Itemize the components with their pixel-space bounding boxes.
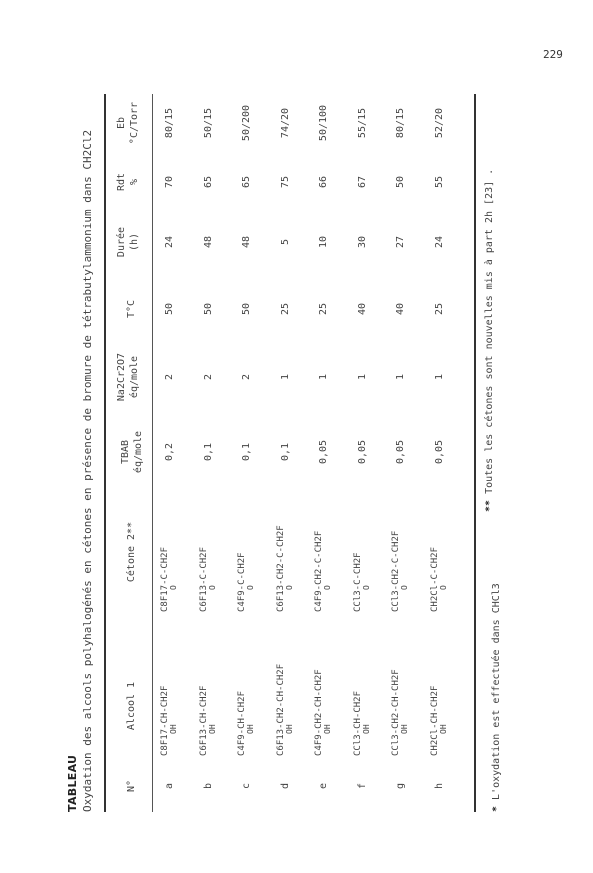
rdt-cell: 50 <box>395 175 406 189</box>
cetone-formula-substituent: O <box>207 585 217 590</box>
tbab-cell: 0,1 <box>202 442 214 462</box>
alcool-formula-substituent: OH <box>400 724 409 734</box>
na2cr2o7-cell: 1 <box>279 373 291 381</box>
alcool-formula <box>160 616 178 756</box>
eb-cell: 52/20 <box>433 107 445 139</box>
eb-cell: 80/15 <box>395 107 406 139</box>
no-cell: h <box>433 782 445 790</box>
cetone-formula-substituent: O <box>246 585 255 590</box>
tbab-cell: 0,05 <box>395 439 406 465</box>
temp-cell: 50 <box>241 302 252 316</box>
no-cell: b <box>202 782 214 790</box>
tbab-cell: 0,05 <box>318 439 329 465</box>
alcool-formula-substituent: OH <box>169 724 178 734</box>
cetone-formula-main: C4F9-CH2-C-CH2F <box>314 530 324 612</box>
alcool-formula-main: C4F9-CH-CH2F <box>237 690 247 756</box>
alcool-formula <box>391 616 409 756</box>
cetone-formula-substituent: O <box>438 585 448 590</box>
header-tbab-unit: éq/mole <box>133 430 144 474</box>
table-caption: Oxydation des alcools polyhalogénés en cétones en présence de bromure de tétrabutylammonium dans CH2Cl2 <box>81 129 94 812</box>
cetone-formula-main: CCl3-C-CH2F <box>352 552 363 612</box>
rdt-cell: 70 <box>164 175 175 189</box>
alcool-formula-main: CH2Cl-CH-CH2F <box>429 685 440 756</box>
eb-cell: 50/200 <box>241 104 252 142</box>
header-duree-unit: (h) <box>129 232 140 252</box>
rdt-cell: 55 <box>433 175 445 189</box>
header-eb-unit: °C/Torr <box>129 101 140 145</box>
rdt-cell: 66 <box>318 175 329 189</box>
cetone-formula <box>199 482 217 612</box>
alcool-formula-substituent: OH <box>323 724 332 734</box>
header-no: N° <box>126 779 137 793</box>
no-cell: c <box>241 782 252 790</box>
no-cell: f <box>356 782 368 790</box>
header-na2cr2o7-unit: éq/mole <box>129 355 140 399</box>
tbab-cell: 0,1 <box>241 442 252 462</box>
cetone-formula-substituent: O <box>361 585 371 590</box>
footnote-double <box>484 169 495 512</box>
eb-cell: 50/100 <box>318 104 329 142</box>
duree-cell: 10 <box>318 235 329 249</box>
na2cr2o7-cell: 1 <box>318 373 329 381</box>
footnote-double-text: Toutes les cétones sont nouvelles mis à part 2h [23] . <box>484 168 495 494</box>
na2cr2o7-cell: 1 <box>395 373 406 381</box>
alcool-formula-main: C6F13-CH-CH2F <box>198 685 209 756</box>
rdt-cell: 67 <box>356 175 368 189</box>
cetone-formula-main: CCl3-CH2-C-CH2F <box>391 530 401 612</box>
duree-cell: 24 <box>433 235 445 249</box>
header-rdt-name: Rdt <box>116 172 127 192</box>
na2cr2o7-cell: 2 <box>241 373 252 381</box>
rdt-cell: 65 <box>202 175 214 189</box>
cetone-formula-substituent: O <box>169 585 178 590</box>
temp-cell: 40 <box>356 302 368 316</box>
temp-cell: 25 <box>318 302 329 316</box>
temp-cell: 25 <box>279 302 291 316</box>
rotated-table <box>66 52 516 812</box>
eb-cell: 50/15 <box>202 107 214 139</box>
alcool-formula-substituent: OH <box>438 724 448 734</box>
alcool-formula-main: C8F17-CH-CH2F <box>160 685 170 756</box>
header-alcool: Alcool 1 <box>126 681 137 731</box>
header-rdt <box>116 157 140 207</box>
no-cell: a <box>164 782 175 790</box>
eb-cell: 74/20 <box>279 107 291 139</box>
alcool-formula-substituent: OH <box>207 724 217 734</box>
cetone-formula <box>430 482 448 612</box>
alcool-formula <box>276 616 294 756</box>
alcool-formula <box>353 616 371 756</box>
duree-cell: 27 <box>395 235 406 249</box>
duree-cell: 30 <box>356 235 368 249</box>
eb-cell: 55/15 <box>356 107 368 139</box>
na2cr2o7-cell: 1 <box>433 373 445 381</box>
tbab-cell: 0,05 <box>356 439 368 465</box>
table-label: TABLEAU <box>66 754 79 812</box>
top-rule <box>104 94 106 812</box>
cetone-formula-main: C4F9-C-CH2F <box>237 552 247 612</box>
no-cell: d <box>279 782 291 790</box>
temp-cell: 50 <box>164 302 175 316</box>
tbab-cell: 0,05 <box>433 439 445 465</box>
cetone-formula <box>276 482 294 612</box>
header-cetone: Cétone 2** <box>126 521 137 583</box>
alcool-formula-substituent: OH <box>361 724 371 734</box>
cetone-formula-main: C8F17-C-CH2F <box>160 546 170 612</box>
header-temp: T°C <box>126 299 137 319</box>
temp-cell: 50 <box>202 302 214 316</box>
no-cell: e <box>318 782 329 790</box>
duree-cell: 48 <box>202 235 214 249</box>
cetone-formula-substituent: O <box>284 585 294 590</box>
na2cr2o7-cell: 1 <box>356 373 368 381</box>
temp-cell: 40 <box>395 302 406 316</box>
no-cell: g <box>395 782 406 790</box>
header-tbab <box>120 422 144 482</box>
tbab-cell: 0,1 <box>279 442 291 462</box>
header-rdt-unit: % <box>129 178 140 186</box>
eb-cell: 80/15 <box>164 107 175 139</box>
cetone-formula <box>353 482 371 612</box>
tbab-cell: 0,2 <box>164 442 175 462</box>
footnote-double-mark: ** <box>484 499 495 512</box>
alcool-formula-main: C4F9-CH2-CH-CH2F <box>314 669 324 756</box>
alcool-formula <box>199 616 217 756</box>
rdt-cell: 75 <box>279 175 291 189</box>
alcool-formula-main: CCl3-CH-CH2F <box>352 690 363 756</box>
header-eb-name: Eb <box>116 116 127 130</box>
alcool-formula <box>237 616 255 756</box>
cetone-formula-substituent: O <box>400 585 409 590</box>
alcool-formula <box>430 616 448 756</box>
alcool-formula-substituent: OH <box>246 724 255 734</box>
footnote-single-mark: * <box>491 805 502 812</box>
na2cr2o7-cell: 2 <box>164 373 175 381</box>
alcool-formula-main: CCl3-CH2-CH-CH2F <box>391 669 401 756</box>
cetone-formula <box>314 482 332 612</box>
page-number: 229 <box>543 48 563 61</box>
header-duree-name: Durée <box>116 226 127 258</box>
cetone-formula-main: C6F13-C-CH2F <box>198 546 209 612</box>
rdt-cell: 65 <box>241 175 252 189</box>
cetone-formula-substituent: O <box>323 585 332 590</box>
footnote-single <box>491 583 502 812</box>
header-duree <box>116 212 140 272</box>
cetone-formula <box>160 482 178 612</box>
duree-cell: 48 <box>241 235 252 249</box>
duree-cell: 24 <box>164 235 175 249</box>
alcool-formula-substituent: OH <box>284 724 294 734</box>
duree-cell: 5 <box>279 238 291 246</box>
alcool-formula <box>314 616 332 756</box>
cetone-formula <box>237 482 255 612</box>
header-rule <box>152 94 153 812</box>
header-na2cr2o7-name: Na2Cr2O7 <box>116 352 127 402</box>
bottom-rule <box>474 94 476 812</box>
cetone-formula-main: CH2Cl-C-CH2F <box>429 546 440 612</box>
footnote-single-text: L'oxydation est effectuée dans CHCl3 <box>491 583 502 800</box>
cetone-formula-main: C6F13-CH2-C-CH2F <box>275 525 286 612</box>
alcool-formula-main: C6F13-CH2-CH-CH2F <box>275 663 286 756</box>
header-tbab-name: TBAB <box>120 439 131 465</box>
temp-cell: 25 <box>433 302 445 316</box>
na2cr2o7-cell: 2 <box>202 373 214 381</box>
header-na2cr2o7 <box>116 342 140 412</box>
cetone-formula <box>391 482 409 612</box>
header-eb <box>116 94 140 152</box>
